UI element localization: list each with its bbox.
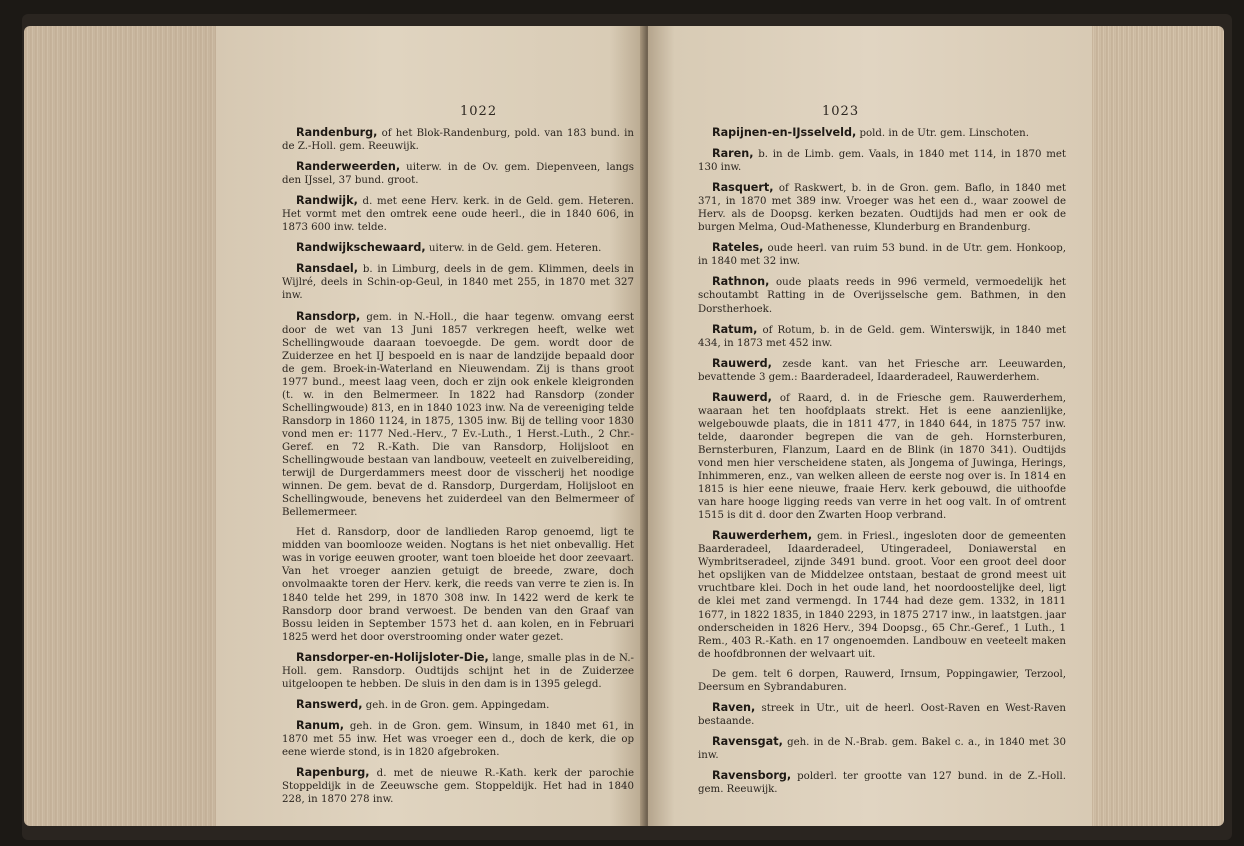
- entry-text: d. met de nieuwe R.-Kath. kerk der parochie Stoppeldijk in de Zeeuwsche gem. Stoppeldijk. Het had in 1840 228, in 1870 278 inw.: [282, 768, 634, 806]
- entry-text: of het Blok-Randenburg, pold. van 183 bund. in de Z.-Holl. gem. Reeuwijk.: [282, 128, 634, 153]
- entry-headword: Raren,: [712, 147, 754, 161]
- right-page: [648, 26, 1092, 826]
- entry-headword: Rauwerd,: [712, 390, 772, 404]
- dictionary-entry: [698, 769, 1066, 796]
- left-page: [216, 26, 644, 826]
- entry-headword: Ransdorp,: [296, 309, 361, 323]
- entry-headword: Rasquert,: [712, 181, 774, 195]
- dictionary-entry: [282, 310, 634, 520]
- entry-headword: Randerweerden,: [296, 160, 401, 174]
- page-edges-right: [1090, 26, 1224, 826]
- entry-text: of Raard, d. in de Friesche gem. Rauwerderhem, waaraan het ten hoofdplaats strekt. Het is eene aanzienlijke, welgebouwde plaats, die in 1811 477, in 1840 644, in 1875 757 inw. telde, daaronder begrepen die van de geh. Hornsterburen, Bernsterburen, Flanzum, Laard en de Blink (in 1870 341). Oudtijds vond men hier verscheidene staten, als Jongema of Juwinga, Herings, Inhimmeren, enz., van welken alleen de eerste nog over is. In 1814 en 1815 is hier eene nieuwe, fraaie Herv. kerk gebouwd, die uithoofde van hare hooge ligging reeds van verre in het oog valt. In of omtrent 1515 is dit d. door den Zwarten Hoop verbrand.: [698, 392, 1066, 522]
- dictionary-entry: [282, 651, 634, 691]
- entry-text: geh. in de Gron. gem. Appingedam.: [362, 699, 550, 711]
- right-page-text: [698, 126, 1066, 803]
- entry-text: oude plaats reeds in 996 vermeld, vermoedelijk het schoutambt Ratting in de Overijsselsche gem. Bathmen, in den Dorstherhoek.: [698, 277, 1066, 315]
- dictionary-entry: [282, 126, 634, 153]
- entry-headword: Rapenburg,: [296, 766, 370, 780]
- dictionary-entry: [282, 262, 634, 302]
- entry-text: geh. in de Gron. gem. Winsum, in 1840 met 61, in 1870 met 55 inw. Het was vroeger een d., doch de kerk, die op eene wierde stond, is in 1820 afgebroken.: [282, 720, 634, 758]
- entry-headword: Rathnon,: [712, 275, 770, 289]
- entry-text: gem. in Friesl., ingesloten door de gemeenten Baarderadeel, Idaarderadeel, Utingeradeel, Doniawerstal en Wymbritseradeel, zijnde 3491 bund. groot. Voor een groot deel door het opslijken van de Middelzee ontstaan, bestaat de grond meest uit vruchtbare klei. Doch in het oude land, het noordoostelijke deel, ligt de klei met zand vermengd. In 1744 had deze gem. 1332, in 1811 1677, in 1822 1835, in 1840 2293, in 1875 2717 inw., in laatstgen. jaar onderscheiden in 1826 Herv., 394 Doopsg., 65 Chr.-Geref., 1 Luth., 1 Rem., 403 R.-Kath. en 17 ongenoemden. Landbouw en veeteelt maken de hoofdbronnen der welvaart uit.: [698, 531, 1066, 660]
- dictionary-entry: [282, 526, 634, 643]
- entry-headword: Randenburg,: [296, 126, 378, 139]
- dictionary-entry: [282, 241, 634, 255]
- entry-text: Het d. Ransdorp, door de landlieden Rarop genoemd, ligt te midden van boomlooze weiden. Nogtans is het niet onbevallig. Het was in vorige eeuwen grooter, want toen bloeide het door zeevaart. Van het vroeger aanzien getuigt de breede, zware, doch onvolmaakte toren der Herv. kerk, die reeds van verre te zien is. In 1840 telde het 299, in 1870 308 inw. In 1422 werd de kerk te Ransdorp door brand verwoest. De benden van den Graaf van Bossu leiden in September 1573 het d. aan kolen, en in Februari 1825 werd het door overstrooming onder water gezet.: [282, 527, 634, 643]
- dictionary-entry: [282, 160, 634, 187]
- entry-headword: Ranum,: [296, 718, 345, 732]
- entry-text: uiterw. in de Geld. gem. Heteren.: [425, 243, 602, 255]
- entry-text: oude heerl. van ruim 53 bund. in de Utr. gem. Honkoop, in 1840 met 32 inw.: [698, 243, 1066, 268]
- entry-text: d. met eene Herv. kerk. in de Geld. gem. Heteren. Het vormt met den omtrek eene oude heerl., die in 1840 606, in 1873 600 inw. telde.: [282, 196, 634, 234]
- entry-headword: Ransdorper-en-Holijsloter-Die,: [296, 650, 489, 664]
- entry-headword: Ranswerd,: [296, 697, 363, 711]
- dictionary-entry: [698, 668, 1066, 694]
- entry-headword: Rateles,: [712, 241, 764, 255]
- entry-text: of Rotum, b. in de Geld. gem. Winterswijk, in 1840 met 434, in 1873 met 452 inw.: [698, 324, 1066, 349]
- entry-headword: Ravensborg,: [712, 768, 792, 782]
- entry-headword: Rauwerd,: [712, 356, 772, 370]
- dictionary-entry: [698, 357, 1066, 384]
- page-number: 1023: [822, 104, 860, 119]
- dictionary-entry: [282, 698, 634, 712]
- entry-text: De gem. telt 6 dorpen, Rauwerd, Irnsum, Poppingawier, Terzool, Deersum en Sybrandaburen.: [698, 668, 1066, 693]
- entry-headword: Rauwerderhem,: [712, 529, 813, 543]
- entry-text: zesde kant. van het Friesche arr. Leeuwarden, bevattende 3 gem.: Baarderadeel, Idaarderadeel, Rauwerderhem.: [698, 358, 1066, 383]
- dictionary-entry: [698, 181, 1066, 234]
- entry-headword: Randwijk,: [296, 194, 358, 208]
- entry-text: streek in Utr., uit de heerl. Oost-Raven en West-Raven bestaande.: [698, 702, 1066, 727]
- dictionary-entry: [698, 126, 1066, 140]
- entry-headword: Ravensgat,: [712, 734, 783, 748]
- entry-headword: Randwijkschewaard,: [296, 241, 426, 255]
- dictionary-entry: [282, 766, 634, 806]
- entry-text: of Raskwert, b. in de Gron. gem. Baflo, in 1840 met 371, in 1870 met 389 inw. Vroeger was het een d., waar zoowel de Herv. als de Doopsg. kerken bezaten. Oudtijds had men er ook de burgen Melma, Oud-Mathenesse, Klunderburg en Brandenburg.: [698, 183, 1066, 234]
- entry-text: pold. in de Utr. gem. Linschoten.: [856, 128, 1029, 139]
- entry-text: lange, smalle plas in de N.-Holl. gem. Ransdorp. Oudtijds schijnt het in de Zuiderzee uitgeloopen te hebben. De sluis in den dam is in 1395 gelegd.: [282, 652, 634, 690]
- dictionary-entry: [698, 701, 1066, 728]
- dictionary-entry: [698, 241, 1066, 268]
- entry-text: uiterw. in de Ov. gem. Diepenveen, langs den IJssel, 37 bund. groot.: [282, 162, 634, 187]
- entry-headword: Rapijnen-en-IJsselveld,: [712, 126, 857, 139]
- dictionary-entry: [282, 719, 634, 759]
- left-page-text: [282, 126, 634, 813]
- entry-text: b. in de Limb. gem. Vaals, in 1840 met 114, in 1870 met 130 inw.: [698, 149, 1066, 174]
- dictionary-entry: [698, 735, 1066, 762]
- entry-text: polderl. ter grootte van 127 bund. in de Z.-Holl. gem. Reeuwijk.: [698, 770, 1066, 796]
- entry-headword: Raven,: [712, 700, 756, 714]
- page-edges-left: [24, 26, 220, 826]
- entry-headword: Ransdael,: [296, 262, 359, 276]
- entry-text: b. in Limburg, deels in de gem. Klimmen, deels in Wijlré, deels in Schin-op-Geul, in 1840 met 255, in 1870 met 327 inw.: [282, 264, 634, 302]
- dictionary-entry: [698, 147, 1066, 174]
- entry-headword: Ratum,: [712, 322, 758, 336]
- dictionary-entry: [698, 529, 1066, 660]
- dictionary-entry: [698, 275, 1066, 315]
- dictionary-entry: [698, 323, 1066, 350]
- page-number: 1022: [460, 104, 498, 119]
- entry-text: gem. in N.-Holl., die haar tegenw. omvang eerst door de wet van 13 Juni 1857 verkregen heeft, welke wet Schellingwoude daaraan toevoegde. De gem. wordt door de Zuiderzee en het IJ bespoeld en is naar de landzijde bepaald door de gem. Broek-in-Waterland en Nieuwendam. Zij is thans groot 1977 bund., meest laag veen, doch er zijn ook enkele kleigronden (t. w. in den Belmermeer. In 1822 had Ransdorp (zonder Schellingwoude) 813, en in 1840 1023 inw. Na de vereeniging telde Ransdorp in 1860 1124, in 1875, 1305 inw. Bij de telling voor 1830 vond men er: 1177 Ned.-Herv., 7 Ev.-Luth., 1 Herst.-Luth., 2 Chr.-Geref. en 72 R.-Kath. Die van Ransdorp, Holijsloot en Schellingwoude bestaan van landbouw, veeteelt en zuivelbereiding, terwijl de Durgerdammers meest door de visscherij het noodige winnen. De gem. bevat de d. Ransdorp, Durgerdam, Holijsloot en Schellingwoude, benevens het zuiderdeel van den Belmermeer of Bellemermeer.: [282, 311, 634, 519]
- dictionary-entry: [282, 194, 634, 234]
- entry-text: geh. in de N.-Brab. gem. Bakel c. a., in 1840 met 30 inw.: [698, 736, 1066, 761]
- dictionary-entry: [698, 391, 1066, 522]
